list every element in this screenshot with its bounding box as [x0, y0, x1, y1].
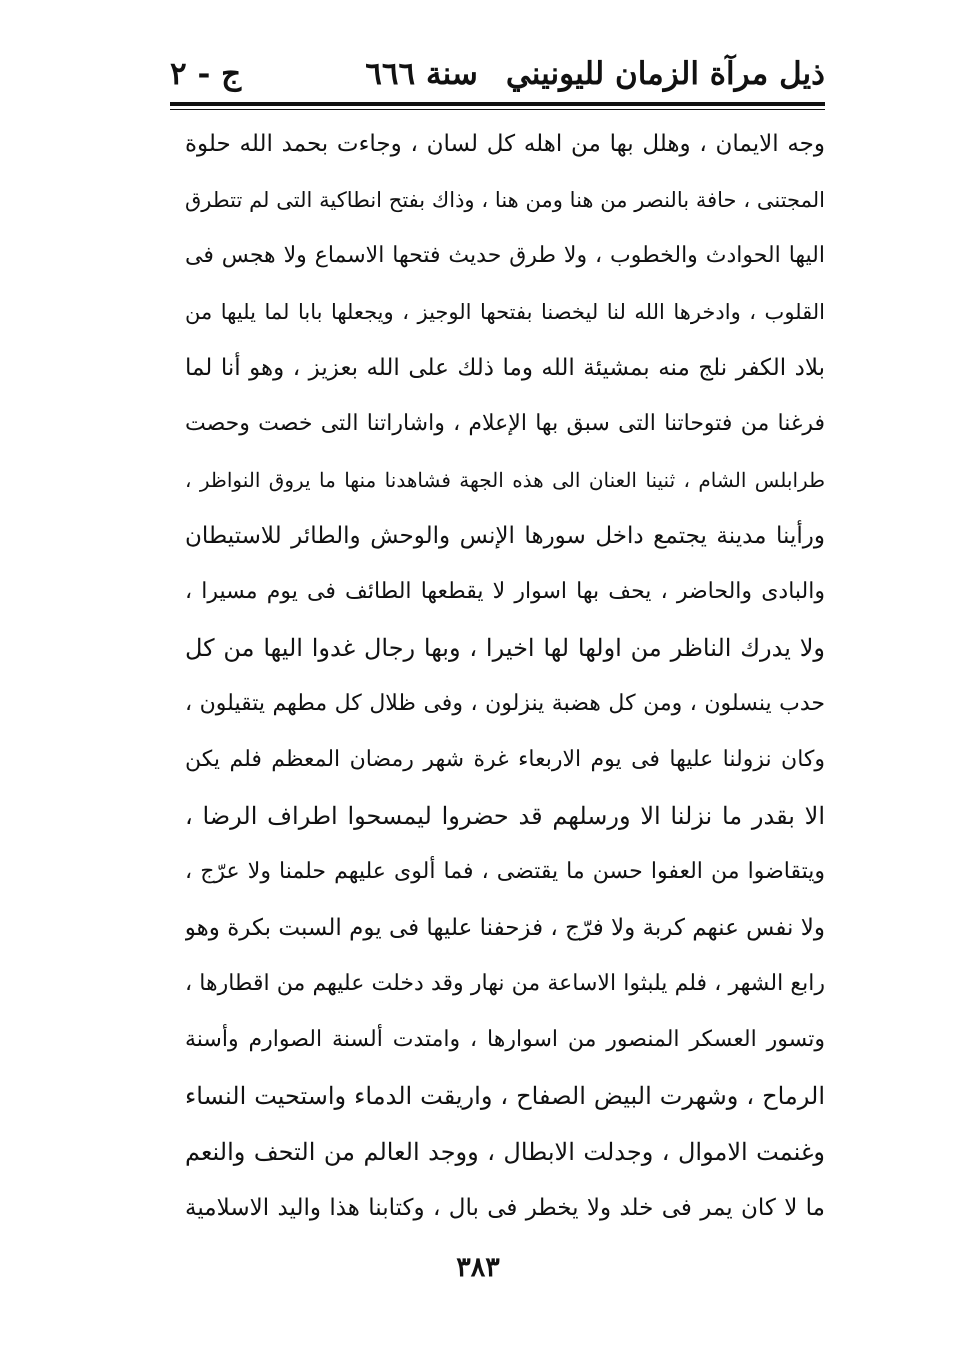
- header-volume: ج - ٢: [170, 56, 242, 92]
- running-header: [170, 50, 825, 98]
- text-line: القلوب ، وادخرها الله لنا ليخصنا بفتحها الوجيز ، ويجعلها بابا لما يليها من: [185, 300, 825, 324]
- text-line: ويتقاضوا من العفوا حسن ما يقتضى ، فما ألوى عليهم حلمنا ولا عرّج ،: [185, 859, 825, 884]
- text-line: ما لا كان يمر فى خلد ولا يخطر فى بال ، وكتابنا هذا واليد الاسلامية: [185, 1195, 825, 1221]
- header-title: ذيل مرآة الزمان لليونيني: [505, 56, 825, 92]
- header-title-group: [365, 56, 825, 92]
- text-line: وغنمت الاموال ، وجدلت الابطال ، ووجد العالم من التحف والنعم: [185, 1138, 825, 1166]
- text-line: ورأينا مدينة يجتمع داخل سورها الإنس والوحش والطائر للاستيطان: [185, 523, 825, 549]
- text-line: طرابلس الشام ، ثنينا العنان الى هذه الجهة فشاهدنا منها ما يروق النواظر ،: [185, 468, 825, 492]
- text-line: وكان نزولنا عليها فى يوم الاربعاء غرة شهر رمضان المعظم فلم يكن: [185, 747, 825, 772]
- text-line: وتسور العسكر المنصور من اسوارها ، وامتدت ألسنة الصوارم وأسنة: [185, 1027, 825, 1052]
- text-line: رابع الشهر ، فلم يلبثوا الاساعة من نهار وقد دخلت عليهم من اقطارها ،: [185, 971, 825, 996]
- text-line: ولا يدرك الناظر من اولها لها اخيرا ، وبها رجال غدوا اليها من كل: [185, 634, 825, 662]
- header-year: سنة ٦٦٦: [365, 56, 478, 92]
- text-line: والبادى والحاضر ، يحف بها اسوار لا يقطعها الطائف فى يوم مسيرا ،: [185, 579, 825, 604]
- header-rule-thick: [170, 102, 825, 106]
- page-number: ٣٨٣: [456, 1252, 500, 1283]
- text-line: ولا نفس عنهم كربة ولا فرّج ، فزحفنا عليها فى يوم السبت بكرة وهو: [185, 915, 825, 941]
- text-line: حدب ينسلون ، ومن كل هضبة ينزلون ، وفى ظلال كل مطهم يتقيلون ،: [185, 691, 825, 716]
- body-text: [185, 116, 825, 1236]
- text-line: وجه الايمان ، وهلل بها من اهله كل لسان ، وجاءت بحمد الله حلوة: [185, 131, 825, 157]
- text-line: فرغنا من فتوحاتنا التى سبق بها الإعلام ، واشاراتنا التى خصت وحصت: [185, 411, 825, 436]
- header-rule-thin: [170, 109, 825, 110]
- text-line: الا بقدر ما نزلنا الا ورسلهم قد حضروا ليمسحوا اطراف الرضا ،: [185, 802, 825, 830]
- text-line: المجتنى ، حافة بالنصر من هنا ومن هنا ، وذاك بفتح انطاكية التى لم تتطرق: [185, 188, 825, 212]
- text-line: اليها الحوادث والخطوب ، ولا طرق حديث فتحها الاسماع ولا هجس فى: [185, 243, 825, 268]
- text-line: الرماح ، وشهرت البيض الصفاح ، واريقت الدماء واستحيت النساء: [185, 1082, 825, 1110]
- text-line: بلاد الكفر نلج منه بمشيئة الله وما ذلك على الله بعزيز ، وهو أنا لما: [185, 355, 825, 381]
